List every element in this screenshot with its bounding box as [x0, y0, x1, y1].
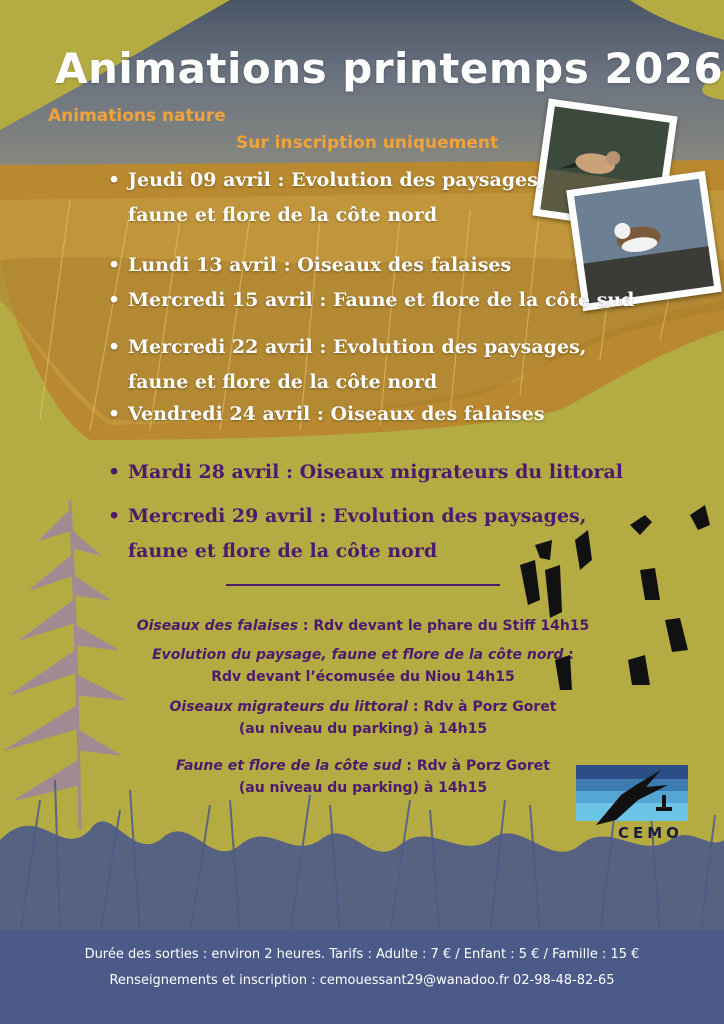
fern-icon — [5, 500, 125, 830]
meeting-point: Oiseaux migrateurs du littoral : Rdv à Porz Goret (au niveau du parking) à 14h15 — [169, 699, 557, 737]
event-item: • Mercredi 15 avril : Faune et flore de la côte sud — [108, 289, 635, 311]
logo-text: CEMO — [618, 824, 683, 842]
event-item: • Vendredi 24 avril : Oiseaux des falaises — [108, 403, 545, 425]
event-item: • Mercredi 29 avril : Evolution des paysages, faune et flore de la côte nord — [108, 505, 587, 562]
event-item: • Jeudi 09 avril : Evolution des paysages, faune et flore de la côte nord — [108, 169, 545, 226]
event-item: • Lundi 13 avril : Oiseaux des falaises — [108, 254, 512, 276]
event-item: • Mardi 28 avril : Oiseaux migrateurs du littoral — [108, 461, 624, 483]
registration-note: Sur inscription uniquement — [236, 133, 499, 153]
footer-contact: Renseignements et inscription : cemouessant29@wanadoo.fr 02-98-48-82-65 — [109, 973, 615, 988]
subtitle-animations-nature: Animations nature — [48, 106, 226, 126]
meeting-point: Faune et flore de la côte sud : Rdv à Porz Goret (au niveau du parking) à 14h15 — [176, 758, 550, 796]
meeting-point: Evolution du paysage, faune et flore de la côte nord : Rdv devant l’écomusée du Niou 14h15 — [152, 647, 574, 685]
meeting-point: Oiseaux des falaises : Rdv devant le phare du Stiff 14h15 — [136, 618, 590, 634]
divider — [226, 584, 500, 586]
footer-pricing: Durée des sorties : environ 2 heures. Tarifs : Adulte : 7 € / Enfant : 5 € / Famille : 15 € — [84, 947, 640, 962]
event-item: • Mercredi 22 avril : Evolution des paysages, faune et flore de la côte nord — [108, 336, 587, 393]
page-title: Animations printemps 2026 — [55, 44, 724, 93]
